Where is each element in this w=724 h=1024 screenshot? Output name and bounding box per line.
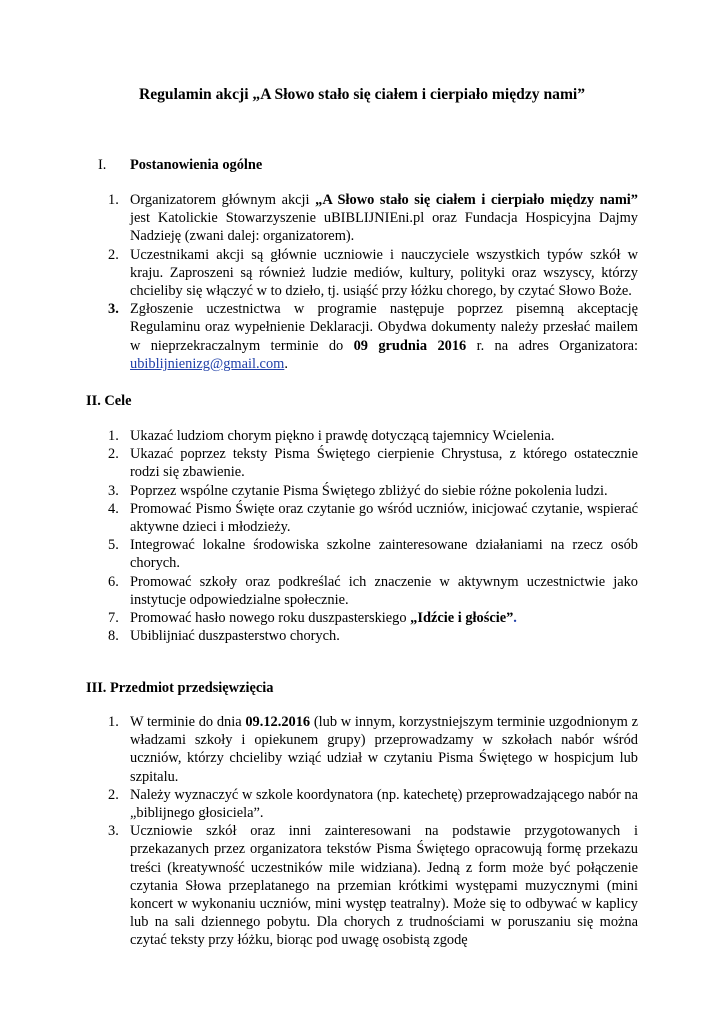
section-3-heading: III. Przedmiot przedsięwzięcia xyxy=(86,680,274,696)
item-text: . xyxy=(513,610,517,627)
item-text: Poprzez wspólne czytanie Pisma Świętego zbliżyć do siebie różne pokolenia ludzi. xyxy=(130,482,608,499)
item-number: 4. xyxy=(108,500,119,517)
document-title: Regulamin akcji „A Słowo stało się ciałem i cierpiało między nami” xyxy=(138,86,586,103)
item-number: 8. xyxy=(108,628,119,645)
list-item xyxy=(108,445,638,481)
item-number: 3. xyxy=(108,823,119,840)
list-item xyxy=(108,627,638,645)
section-1-list xyxy=(108,191,639,373)
item-text: Zgłoszenie uczestnictwa w programie następuje poprzez pisemną akceptację Regulaminu oraz wypełnienie Deklaracji. Obydwa dokumenty należy przesłać mailem w nieprzekraczalnym terminie do xyxy=(130,301,638,354)
section-3-list xyxy=(108,713,638,950)
section-1-number: I. xyxy=(98,157,107,173)
item-number: 5. xyxy=(108,537,119,554)
list-item xyxy=(108,536,638,572)
item-number: 1. xyxy=(108,192,119,208)
item-text: . xyxy=(284,355,288,372)
item-text: Integrować lokalne środowiska szkolne zainteresowane działaniami na rzecz osób chorych. xyxy=(130,537,638,572)
item-text: Uczestnikami akcji są głównie uczniowie i nauczyciele wszystkich typów szkół w kraju. Zaproszeni są również ludzie mediów, kultury, polityki oraz wszyscy, którzy chcieliby się włączyć w to dzieło, tj. usiąść przy łóżku chorego, by czytać Słowo Boże. xyxy=(130,246,638,300)
item-number: 3. xyxy=(108,482,119,499)
item-text: r. na adres Organizatora: xyxy=(466,337,638,354)
section-2-list xyxy=(108,427,638,645)
item-text: W terminie do dnia xyxy=(130,714,246,730)
list-item xyxy=(108,427,638,445)
item-text: (lub w innym, korzystniejszym terminie uzgodnionym z władzami szkoły i opiekunem grupy) przeprowadzamy w szkołach nabór wśród uczniów, którzy chcieliby wziąć udział w czytaniu Pisma Świętego w hospicjum lub szpitalu. xyxy=(130,714,638,785)
item-number: 2. xyxy=(108,246,119,263)
item-bold-text: 09.12.2016 xyxy=(245,714,311,730)
item-text: Ukazać poprzez teksty Pisma Świętego cierpienie Chrystusa, z którego ostatecznie rodzi się zbawienie. xyxy=(130,446,638,481)
item-number: 6. xyxy=(108,573,119,590)
item-number: 7. xyxy=(108,610,119,627)
item-number: 1. xyxy=(108,428,119,444)
item-text: Należy wyznaczyć w szkole koordynatora (np. katechetę) przeprowadzającego nabór na „biblijnego głosiciela”. xyxy=(130,786,638,822)
section-2-heading: II. Cele xyxy=(86,393,132,409)
item-text: Uczniowie szkół oraz inni zainteresowani na podstawie przygotowanych i przekazanych przez organizatora tekstów Pisma Świętego opracowują formę przekazu treści (kreatywność uczestników mile widziana). Jedną z form może być połączenie czytania Słowa przeplatanego na przemian krótkimi występami muzycznymi (mini koncert w wykonaniu uczniów, mini występ teatralny). Może się to odbywać w kaplicy lub na sali dziennego pobytu. Dla chorych z trudnościami w poruszaniu się można czytać teksty przy łóżku, biorąc pod uwagę osobistą zgodę xyxy=(130,823,638,949)
item-number: 2. xyxy=(108,786,119,803)
list-item xyxy=(108,482,638,500)
item-text: Promować szkoły oraz podkreślać ich znaczenie w aktywnym uczestnictwie jako instytucje odpowiedzialne społecznie. xyxy=(130,573,638,608)
list-item xyxy=(108,786,638,822)
list-item xyxy=(108,713,638,786)
item-text: Promować hasło nowego roku duszpasterskiego xyxy=(130,610,411,627)
item-text: jest Katolickie Stowarzyszenie uBIBLIJNIEni.pl oraz Fundacja Hospicyjna Dajmy Nadzieję (zwani dalej: organizatorem). xyxy=(130,210,638,245)
item-text: Organizatorem głównym akcji xyxy=(130,192,316,208)
list-item xyxy=(108,822,638,949)
list-item xyxy=(108,500,638,536)
list-item xyxy=(108,246,638,301)
list-item xyxy=(108,573,638,609)
item-text: Promować Pismo Święte oraz czytanie go wśród uczniów, inicjować czytanie, wspierać aktywne dzieci i młodzieży. xyxy=(130,500,638,536)
item-bold-text: 09 grudnia 2016 xyxy=(353,337,467,354)
list-item xyxy=(108,300,638,373)
item-text: Ukazać ludziom chorym piękno i prawdę dotyczącą tajemnicy Wcielenia. xyxy=(130,428,555,444)
section-1-heading: Postanowienia ogólne xyxy=(130,157,263,173)
list-item xyxy=(108,609,638,627)
item-text: Ubiblijniać duszpasterstwo chorych. xyxy=(130,628,340,645)
organizer-email-link[interactable]: ubiblijnienizg@gmail.com xyxy=(130,355,285,372)
list-item xyxy=(108,191,639,246)
item-number: 3. xyxy=(108,301,119,318)
item-bold-text: „Idźcie i głoście” xyxy=(410,610,514,627)
item-number: 1. xyxy=(108,714,119,730)
item-number: 2. xyxy=(108,446,119,463)
item-bold-text: „A Słowo stało się ciałem i cierpiało między nami” xyxy=(315,192,639,208)
